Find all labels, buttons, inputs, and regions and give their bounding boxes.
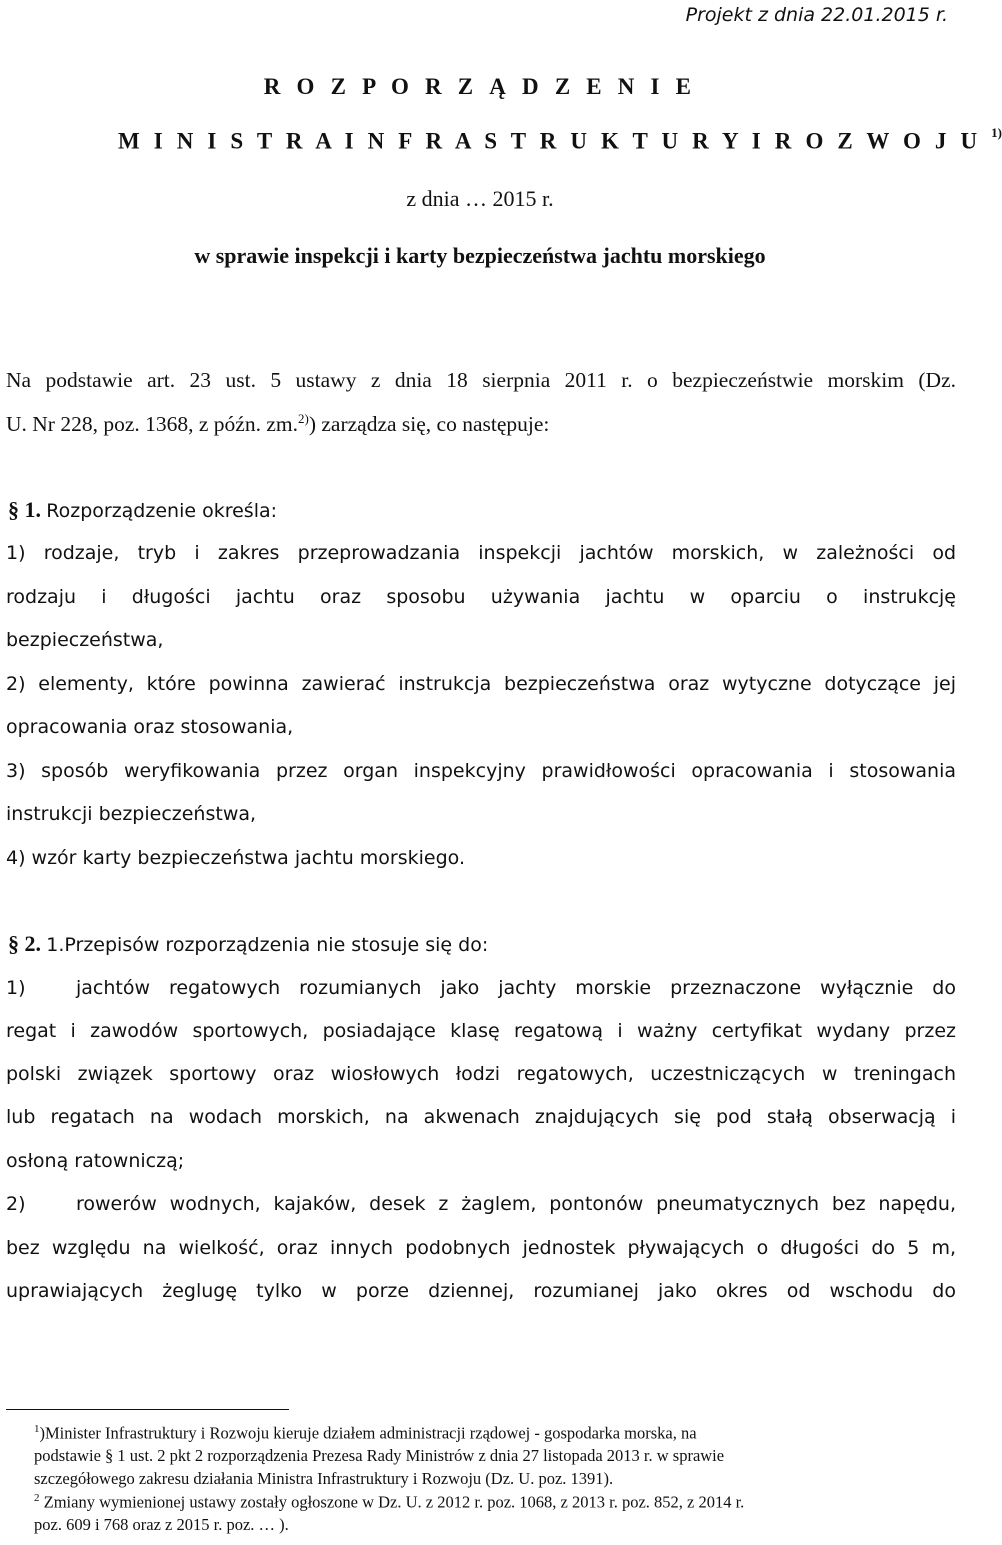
section-2-num: 1.: [46, 934, 65, 956]
section-2-item-1-line-5: osłoną ratowniczą;: [6, 1150, 185, 1172]
draft-date-note: Projekt z dnia 22.01.2015 r.: [685, 4, 948, 26]
section-2-intro: Przepisów rozporządzenia nie stosuje się do:: [64, 934, 489, 956]
section-1-intro: Rozporządzenie określa:: [46, 500, 278, 522]
footnote-1-text: )Minister Infrastruktury i Rozwoju kieruje działem administracji rządowej - gospodarka morska, na: [39, 1423, 697, 1443]
section-1-heading: [8, 497, 958, 523]
section-2-item-2-line-3: uprawiających żeglugę tylko w porze dziennej, rozumianej jako okres od wschodu do: [6, 1280, 956, 1302]
section-1-item-1-line-2: rodzaju i długości jachtu oraz sposobu używania jachtu w oparciu o instrukcję: [6, 586, 956, 608]
footnote-1-marker: 1: [34, 1423, 40, 1435]
section-2-item-1-line-4: lub regatach na wodach morskich, na akwenach znajdujących się pod stałą obserwacją i: [6, 1106, 956, 1128]
issuing-ministry: [118, 125, 1002, 155]
footnote-1-line-2: podstawie § 1 ust. 2 pkt 2 rozporządzenia Prezesa Rady Ministrów z dnia 27 listopada 2013 r. w sprawie: [34, 1446, 725, 1465]
section-2-item-1-number: 1): [6, 977, 26, 999]
section-1-item-1-line-3: bezpieczeństwa,: [6, 629, 164, 651]
section-1-item-3-line-2: instrukcji bezpieczeństwa,: [6, 803, 257, 825]
footnote-2-line-2: poz. 609 i 768 oraz z 2015 r. poz. … ).: [34, 1515, 289, 1534]
footnote-ref-2[interactable]: 2): [297, 411, 309, 426]
footnote-ref-1[interactable]: 1): [991, 125, 1002, 140]
section-1-item-4: 4) wzór karty bezpieczeństwa jachtu morskiego.: [6, 847, 466, 869]
section-2-item-1-line-1: [6, 977, 956, 999]
footnote-1-line-3: szczegółowego zakresu działania Ministra Infrastruktury i Rozwoju (Dz. U. poz. 1391).: [34, 1469, 614, 1488]
section-1-mark: § 1.: [8, 497, 41, 522]
section-1-item-3-line-1: 3) sposób weryfikowania przez organ inspekcyjny prawidłowości opracowania i stosowania: [6, 760, 956, 782]
footnote-2-text: Zmiany wymienionej ustawy zostały ogłoszone w Dz. U. z 2012 r. poz. 1068, z 2013 r. poz. 852, z 2014 r.: [39, 1492, 745, 1512]
document-subject: w sprawie inspekcji i karty bezpieczeństwa jachtu morskiego: [194, 243, 766, 268]
preamble-line-1: Na podstawie art. 23 ust. 5 ustawy z dnia 18 sierpnia 2011 r. o bezpieczeństwie morskim (Dz.: [6, 368, 956, 392]
section-2-item-1-line-3: polski związek sportowy oraz wiosłowych łodzi regatowych, uczestniczących w treningach: [6, 1063, 956, 1085]
section-1-item-2-line-2: opracowania oraz stosowania,: [6, 716, 294, 738]
preamble-enactment: ) zarządza się, co następuje:: [308, 412, 550, 437]
document-title: R O Z P O R Z Ą D Z E N I E: [263, 74, 697, 99]
section-2-item-1-text: jachtów regatowych rozumianych jako jachty morskie przeznaczone wyłącznie do: [76, 977, 956, 999]
section-2-item-1-line-2: regat i zawodów sportowych, posiadające klasę regatową i ważny certyfikat wydany przez: [6, 1020, 956, 1042]
footnote-2-marker: 2: [34, 1492, 40, 1504]
section-2-item-2-text: rowerów wodnych, kajaków, desek z żaglem, pontonów pneumatycznych bez napędu,: [76, 1193, 956, 1215]
section-2-heading: [8, 931, 958, 957]
issue-date: z dnia … 2015 r.: [406, 186, 554, 211]
footnote-2-line-1: [34, 1492, 744, 1513]
preamble-ref-text: U. Nr 228, poz. 1368, z późn. zm.: [6, 412, 298, 437]
section-2-item-2-line-2: bez względu na wielkość, oraz innych podobnych jednostek pływających o długości do 5 m,: [6, 1237, 956, 1259]
section-1-item-2-line-1: 2) elementy, które powinna zawierać instrukcja bezpieczeństwa oraz wytyczne dotyczące jej: [6, 673, 956, 695]
section-1-item-1-line-1: 1) rodzaje, tryb i zakres przeprowadzania inspekcji jachtów morskich, w zależności od: [6, 542, 956, 564]
footnote-separator: [6, 1409, 289, 1410]
section-2-mark: § 2.: [8, 931, 41, 956]
section-2-item-2-number: 2): [6, 1193, 26, 1215]
preamble-line-2: [6, 411, 956, 437]
ministry-name: M I N I S T R A I N F R A S T R U K T U R Y I R O Z W O J U: [118, 128, 982, 154]
section-2-item-2-line-1: [6, 1193, 956, 1215]
footnote-1-line-1: [34, 1423, 697, 1444]
